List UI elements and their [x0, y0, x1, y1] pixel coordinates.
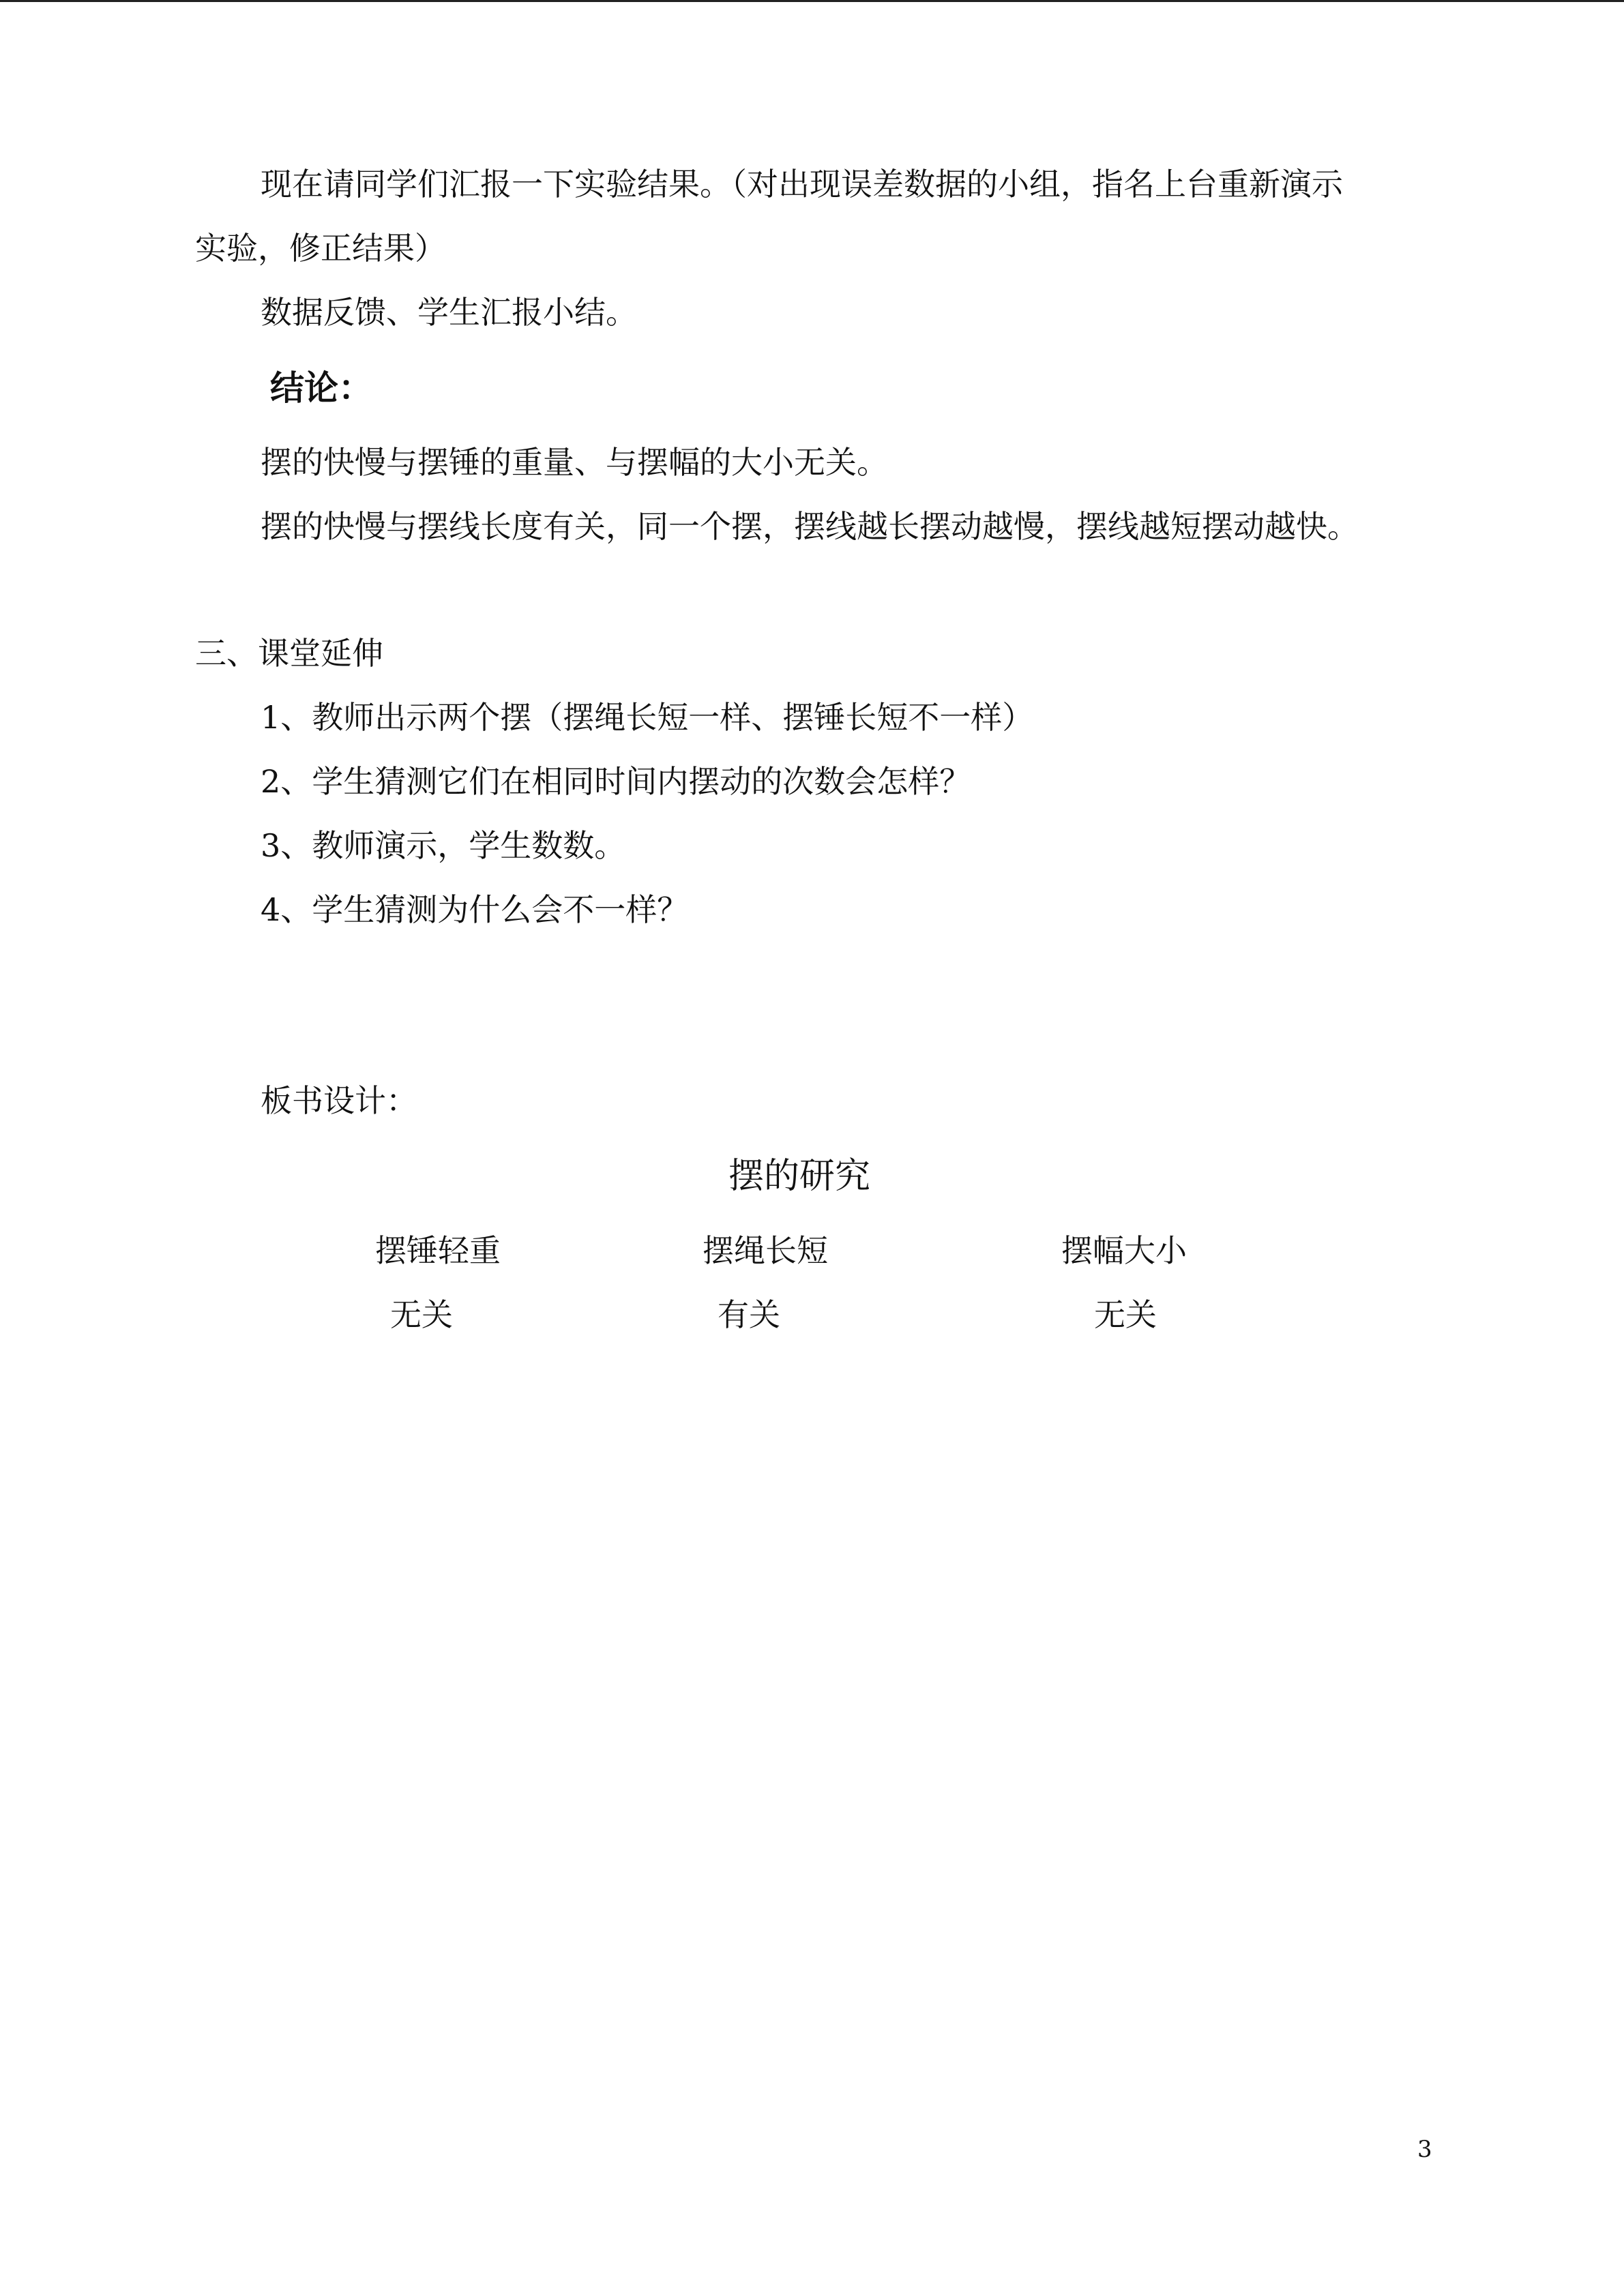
board-factor-length: 摆绳长短 — [703, 1232, 828, 1269]
conclusion-heading: 结论： — [270, 368, 372, 408]
board-design-label: 板书设计： — [261, 1082, 417, 1119]
board-factor-weight: 摆锤轻重 — [375, 1232, 501, 1269]
extension-item-4: 4、学生猜测为什么会不一样？ — [261, 891, 689, 928]
conclusion-item-2: 摆的快慢与摆线长度有关，同一个摆，摆线越长摆动越慢，摆线越短摆动越快。 — [261, 508, 1359, 545]
board-result-amplitude: 无关 — [1094, 1296, 1157, 1333]
report-paragraph-line2: 实验，修正结果） — [195, 230, 446, 267]
board-title: 摆的研究 — [728, 1156, 871, 1197]
conclusion-item-1: 摆的快慢与摆锤的重量、与摆幅的大小无关。 — [261, 444, 888, 481]
page-number: 3 — [1417, 2136, 1432, 2163]
extension-item-3: 3、教师演示，学生数数。 — [261, 827, 626, 864]
top-border-rule — [0, 0, 1624, 2]
extension-item-2: 2、学生猜测它们在相同时间内摆动的次数会怎样？ — [261, 763, 971, 800]
extension-heading: 三、课堂延伸 — [195, 635, 383, 672]
board-result-weight: 无关 — [390, 1296, 453, 1333]
feedback-line: 数据反馈、学生汇报小结。 — [261, 294, 637, 331]
extension-item-1: 1、教师出示两个摆（摆绳长短一样、摆锤长短不一样） — [261, 699, 1034, 736]
report-paragraph-line1: 现在请同学们汇报一下实验结果。（对出现误差数据的小组，指名上台重新演示 — [261, 166, 1343, 203]
board-result-length: 有关 — [718, 1296, 780, 1333]
board-factor-amplitude: 摆幅大小 — [1061, 1232, 1187, 1269]
